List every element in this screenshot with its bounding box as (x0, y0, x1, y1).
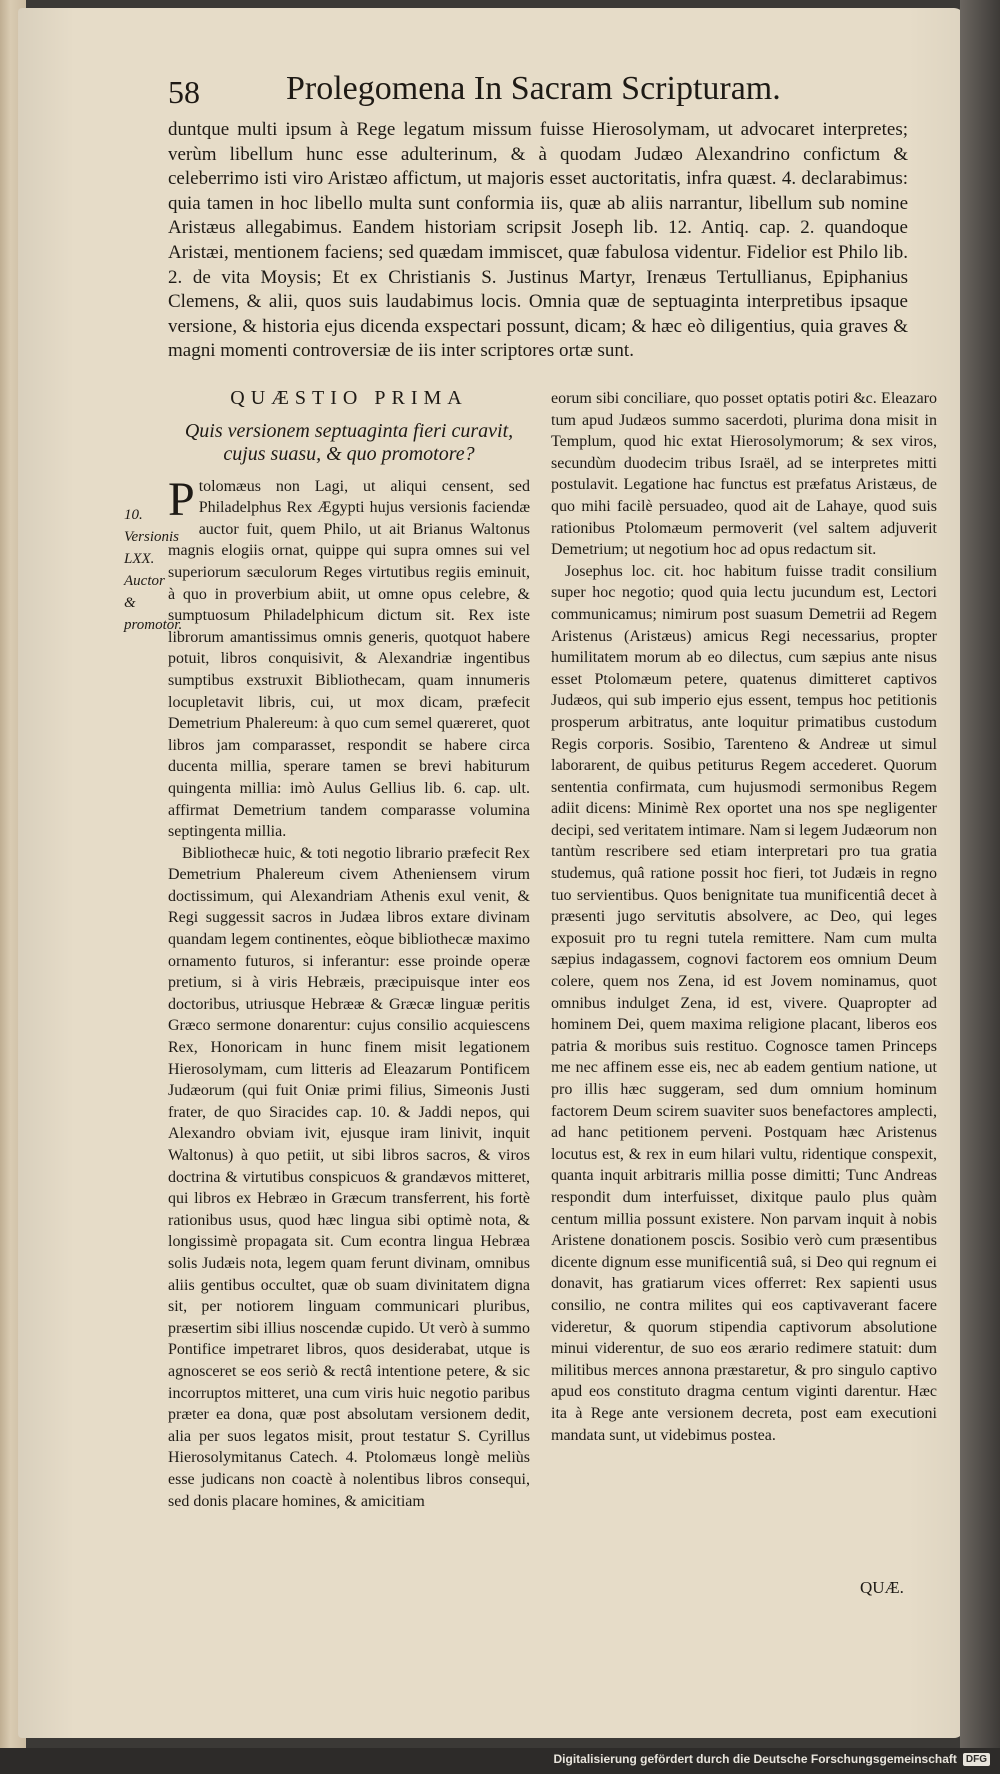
margin-note: 10. Versionis LXX. Auctor & promotor. (124, 507, 183, 633)
page-header (168, 70, 938, 118)
page-number: 58 (168, 74, 200, 110)
running-title: Prolegomena In Sacram Scripturam. (286, 70, 781, 107)
left-paragraph-2: Bibliothecæ huic, & toti negotio librario præfecit Rex Demetrium Phalereum civem Atheniensem virum doctissimum, qui Alexandriam Athenis exul venit, & Regi suggessit sacros in Judæa libros extare divinam quandam legem continentes, eòque bibliothecæ maximo ornamento futuros, si inferantur: esse proinde operæ pretium, si à viris Hebræis, præcipuisque inter eos doctoribus, utriusque Hebrææ & Græcæ linguæ peritis Græco sermone donarentur: cujus consilio acquiescens Rex, Honoricam in hunc finem misit legationem Hierosolymam, cum litteris ad Eleazarum Pontificem Judæorum (qui fuit Oniæ primi filius, Simeonis Justi frater, de quo Siracides cap. 10. & Jaddi nepos, qui Alexandro obviam ivit, ejusque iram linivit, inquit Waltonus) à quo petiit, ut sibi libros sacros, & viros doctrina & virtutibus conspicuos & grandævos mitteret, qui libros ex Hebræo in Græcum transferrent, his fortè rationibus usus, quod hæc lingua sibi optimè nota, & longissimè propagata sit. Cum econtra lingua Hebræa solis Judæis nota, legem quam ferunt divinam, omnibus aliis gentibus occultet, quæ ob suam divinitatem digna sit, per notiorem linguam communicari pluribus, præsertim sibi illius noscendæ cupido. Ut verò à summo Pontifice impetraret libros, quos desiderabat, utque is agnosceret se eos seriò & rectâ intentione petere, & sic incorruptos mitteret, una cum viris huic negotio paribus præter ea dona, quæ post absolutam versionem dedit, alia per suos legatos misit, prout testatur S. Cyrillus Hierosolymitanus Catech. 4. Ptolomæus longè meliùs esse judicans non coactè à nolentibus libros consequi, sed donis placare homines, & amicitiam (168, 844, 530, 1510)
left-column (168, 388, 530, 1512)
right-column (551, 388, 937, 1446)
question-title: Quis versionem septuaginta fieri curavit, cujus suasu, & quo promotore? (184, 419, 514, 465)
dfg-logo: DFG (963, 1753, 990, 1766)
footer (553, 1752, 990, 1766)
right-paragraph-2: Josephus loc. cit. hoc habitum fuisse tradit consilium super hoc negotio; quod quia lectu jucundum est, Lectori communicamus; nimirum post suasum Demetrii ad Regem Aristenus (Aristæus) amicus Regi necessarius, propter humilitatem morum ab eo dilectus, cum sæpius ante nisus esset Ptolomæum petere, quatenus dimitteret captivos Judæos, qui sub imperio ejus essent, tempus hoc petitionis prosperum arbitratus, ante loquitur primatibus custodum Regis corporis. Sosibio, Tarenteno & Andreæ ut simul laborarent, de quibus petiturus Regem accederet. Quorum sententia confirmata, cum hujusmodi sermonibus Regem adiit dicens: Minimè Rex oportet una nos spe negligenter decipi, sed veritatem intimare. Nam si legem Judæorum non tantùm rescribere sed etiam interpretari pro tua gratia studemus, quâ ratione possit hoc fieri, tot Judæis in regno tuo servientibus. Quos benignitate tua munificentiâ decet à præsenti jugo servitutis absolvere, ac Deo, qui leges exposuit pro tu regni tutela remittere. Nam cum multa sæpius indagassem, cognovi factorem eos omnium Deum colere, quem nos Zena, id est Jovem nominamus, quot omnibus indulget Zena, id est, vivere. Quapropter ad hominem Dei, quem maxima religione placant, liberos eos patria & moribus suis restituo. Cognosce tamen Princeps me nec affinem esse eis, nec ab eadem gentium natione, ut pro illis hæc suggeram, sed dum omnium hominum factorem Deum scirem suaviter suos benefactores amplecti, ad hanc petitionem perveni. Postquam hæc Aristenus locutus est, & rex in eum hilari vultu, ridentique conspexit, quanta inquit arbitraris millia posse dimitti; Tunc Andreas respondit dum interfuisset, dixitque paulo plus quàm centum millia possunt existere. Non parvam inquit à nobis Aristene donationem poscis. Sosibio verò cum præsentibus dicente dignum esse munificentiâ suâ, si Deo qui regnum ei donavit, has gratiarum vices offerret: Rex sapienti usus consilio, ne contra milites qui eos captivaverant facere videretur, & quorum stipendia captivorum absolutione minui viderentur, de suo eos ærario redimere statuit: dum militibus merces annona præstaretur, & pro singulo captivo apud eos constituto dragma centum viginti darentur. Hæc ita à Rege ante versionem decreta, post eam executioni mandata sunt, ut videbimus postea. (551, 562, 937, 1444)
left-paragraph-1: tolomæus non Lagi, ut aliqui censent, sed Philadelphus Rex Ægypti hujus versionis faciendæ auctor fuit, quem Philo, ut ait Brianus Waltonus magnis elogiis ornat, quippe qui supra omnes sui vel superiorum sæculorum Reges virtutibus regiis eminuit, à quo in proverbium abiit, ut omne opus celebre, & sumptuosum Philadelphicum dictum sit. Rex iste librorum amantissimus omnis generis, quotquot habere potuit, libros conquisivit, & Alexandriæ ingentibus sumptibus exstruxit Bibliothecam, quam innumeris locupletavit libris, cui, ut mox dicam, præfecit Demetrium Phalereum: à quo cum semel quæreret, quot libros jam comparasset, respondit se habere circa ducenta millia, sperare tamen se brevi habiturum quingenta millia: imò Aulus Gellius lib. 6. cap. ult. affirmat Demetrium tandem comparasse volumina septingenta millia. (168, 477, 530, 841)
intro-text-block (168, 118, 908, 364)
footer-text: Digitalisierung gefördert durch die Deutsche Forschungsgemeinschaft (553, 1752, 957, 1766)
right-paragraph-1: eorum sibi conciliare, quo posset optatis potiri &c. Eleazaro tum apud Judæos summo sacerdoti, plurima dona misit in Templum, quod hic extat Hierosolymorum; & sex viros, secundùm duodecim tribus Israël, ad se interpretes mitti postulavit. Legatione hac functus est præfatus Aristæus, de quo mihi facilè persuadeo, quod ait de Lahaye, quod suis rationibus Ptolomæum permoverit (vel saltem adjuverit Demetrium; ut negotium hoc ad opus redactum sit. (551, 390, 937, 559)
page-shadow (960, 0, 1000, 1774)
intro-paragraph: duntque multi ipsum à Rege legatum missum fuisse Hierosolymam, ut advocaret interpretes; verùm libellum hunc esse adulterinum, & à quodam Judæo Alexandrino confictum & celeberrimo isti viro Aristæo affictum, ut majoris esset auctoritatis, infra quæst. 4. declarabimus: quia tamen in hoc libello multa sunt conformia iis, quæ ab aliis narrantur, libellum sub nomine Aristæus allegabimus. Eandem historiam scripsit Joseph lib. 12. Antiq. cap. 2. quandoque Aristæi, mentionem faciens; sed quædam immiscet, quæ fabulosa videntur. Fidelior est Philo lib. 2. de vita Moysis; Et ex Christianis S. Justinus Martyr, Irenæus Tertullianus, Epiphanius Clemens, & alii, quos suis laudabimus locis. Omnia quæ de septuaginta interpretibus ipsaque versione, & historia ejus dicenda exspectari possunt, dicam; & hæc eò diligentius, quia graves & magni momenti controversiæ de iis inter scriptores ortæ sunt. (168, 119, 908, 362)
question-heading: QUÆSTIO PRIMA (230, 387, 468, 409)
catchword: QUÆ. (860, 1578, 904, 1597)
dropcap: P (168, 472, 195, 526)
